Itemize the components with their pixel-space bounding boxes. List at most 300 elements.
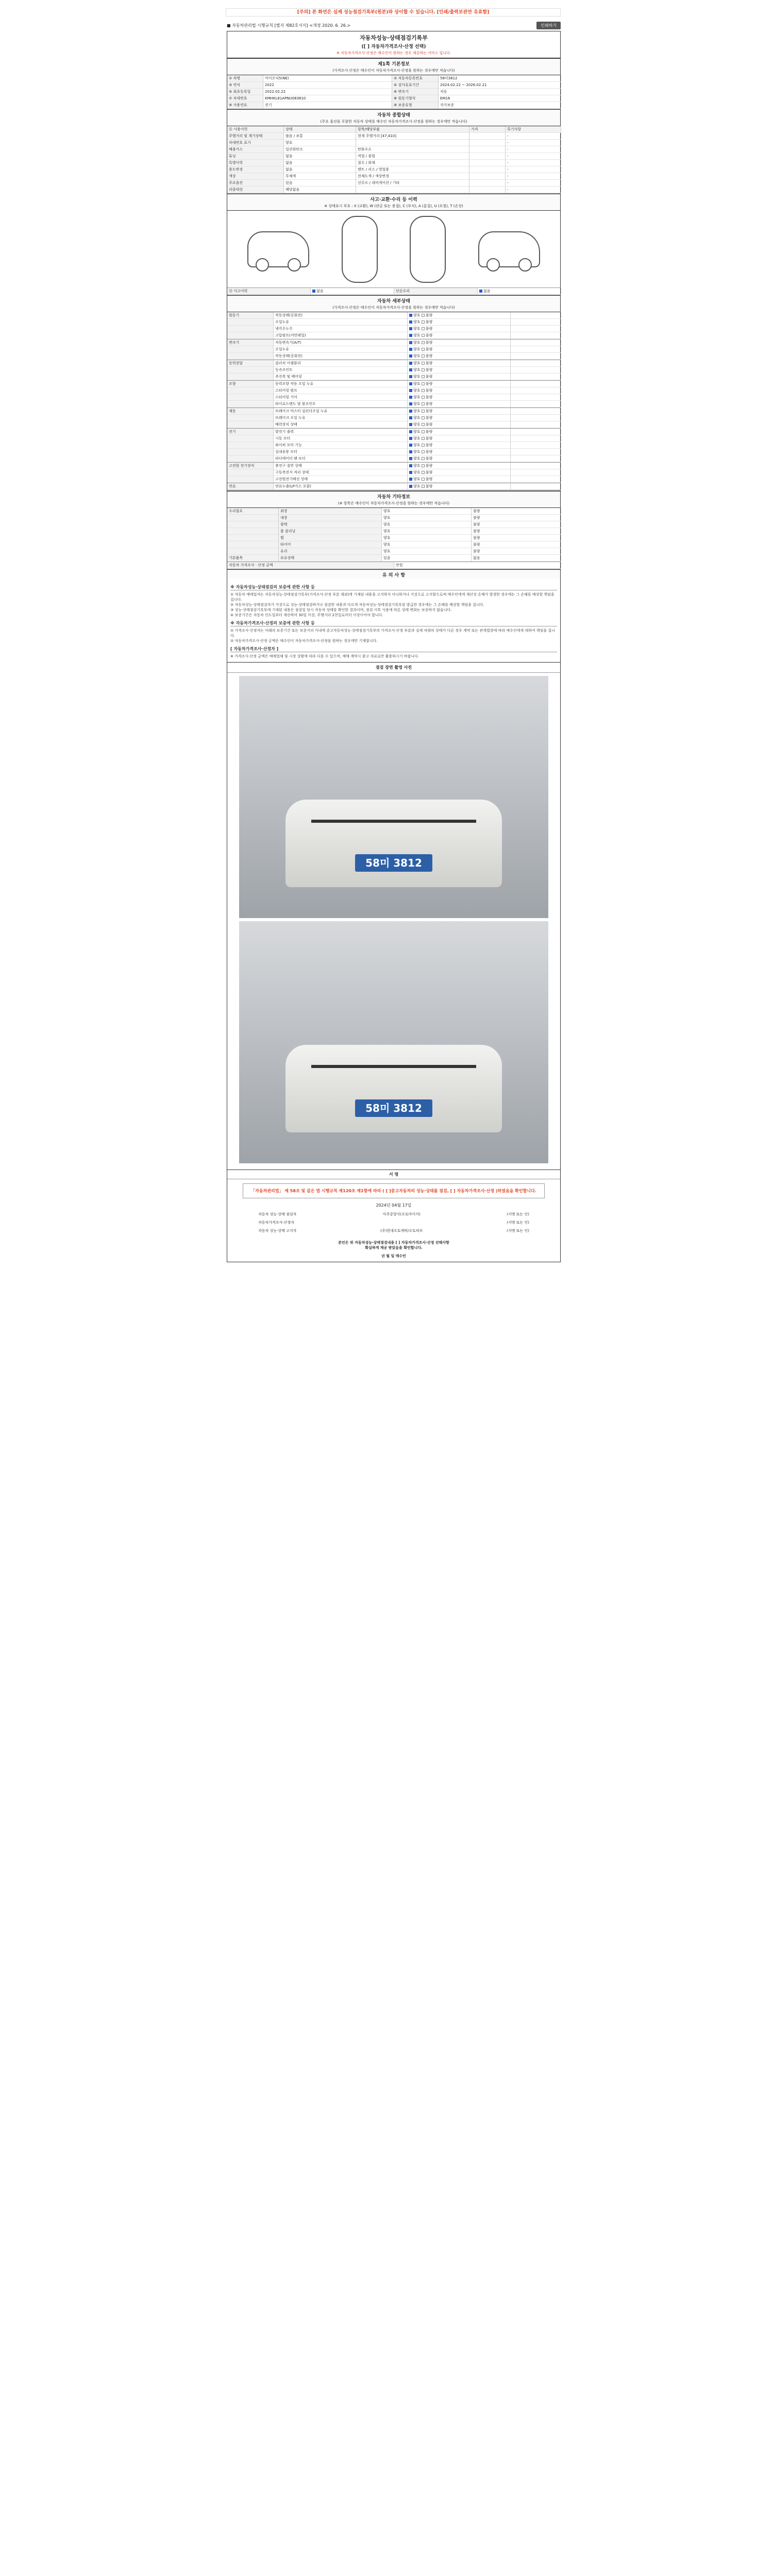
photo-section-title: 점검 장면 촬영 사진 xyxy=(227,662,560,673)
checkbox-icon xyxy=(409,389,412,392)
basic-info-value: 2022.02.22 xyxy=(263,89,392,95)
misc-cell xyxy=(227,515,279,521)
checkbox-icon xyxy=(409,382,412,385)
print-button[interactable]: 인쇄하기 xyxy=(536,22,561,29)
checkbox-icon xyxy=(409,471,412,474)
detail-item-status: 양호 불량 xyxy=(408,387,511,394)
detail-group-name xyxy=(227,367,274,374)
car-left-view xyxy=(247,231,309,267)
checkbox-icon xyxy=(409,402,412,405)
basic-info-label: ⑥ 변속기 xyxy=(392,89,439,95)
price-total xyxy=(227,562,560,569)
detail-item-note xyxy=(511,455,561,462)
checkbox-icon xyxy=(422,410,425,413)
notice-heading-warranty: ※ 자동차성능·상태점검의 보증에 관한 사항 등 xyxy=(230,585,557,590)
basic-info-label: ⑤ 최초등록일 xyxy=(227,89,263,95)
misc-cell: 양호 xyxy=(382,541,472,548)
detail-item-note xyxy=(511,476,561,483)
basic-info-label: ⑧ 원동기형식 xyxy=(392,95,439,102)
accident-summary xyxy=(227,288,560,295)
misc-cell: 양호 xyxy=(382,508,472,515)
misc-cell: 광택 xyxy=(279,521,382,528)
checkbox-icon xyxy=(409,457,412,460)
misc-cell: 룸 클리닝 xyxy=(279,528,382,535)
status-table xyxy=(227,126,560,194)
detail-item-status: 양호 불량 xyxy=(408,476,511,483)
detail-item-note xyxy=(511,449,561,455)
status-cell: 전체도색 / 색상변경 xyxy=(356,173,469,180)
car-body xyxy=(285,1045,502,1132)
detail-group-name xyxy=(227,401,274,408)
detail-item-label: 냉각수누수 xyxy=(274,326,408,332)
form-header xyxy=(227,20,561,31)
car-diagram xyxy=(227,211,560,288)
detail-item-note xyxy=(511,387,561,394)
notice-paragraph: ③ 성능·상태점검기록부에 기재된 내용은 점검일 당시 자동차 상태를 확인한 결과이며, 점검 이후 사용에 따른 상태 변화는 보증하지 않습니다. xyxy=(230,608,452,612)
misc-cell: 타이어 xyxy=(279,541,382,548)
detail-item-label: 브레이크 오일 누유 xyxy=(274,415,408,421)
checkbox-icon xyxy=(409,464,412,467)
detail-group-name xyxy=(227,415,274,421)
misc-title: 자동차 기타정보 xyxy=(227,491,560,500)
checkbox-icon xyxy=(409,396,412,399)
detail-title: 자동차 세부상태 xyxy=(227,295,560,304)
checkbox-icon xyxy=(409,314,412,317)
detail-item-note xyxy=(511,483,561,490)
checkbox-icon xyxy=(422,334,425,337)
car-body xyxy=(285,800,502,887)
detail-item-status: 양호 불량 xyxy=(408,353,511,360)
basic-info-label: ④ 검사유효기간 xyxy=(392,82,439,89)
checkbox-icon xyxy=(312,290,315,293)
detail-item-label: 배력장치 상태 xyxy=(274,421,408,428)
detail-item-note xyxy=(511,360,561,367)
detail-item-label: 시동 모터 xyxy=(274,435,408,442)
signature-field: 자동차가격조사·산정자 xyxy=(258,1221,294,1225)
detail-item-status: 양호 불량 xyxy=(408,442,511,449)
detail-group xyxy=(227,463,560,483)
checkbox-icon xyxy=(422,327,425,330)
detail-item-label: 작동상태(공회전) xyxy=(274,312,408,319)
notice-paragraph: ④ 보증기간은 자동차 인도일부터 계산하여 30일 이상, 주행거리 2천킬로미터 이상이어야 합니다. xyxy=(230,613,383,617)
detail-item-note xyxy=(511,394,561,401)
detail-group-name xyxy=(227,449,274,455)
detail-item-note xyxy=(511,463,561,469)
status-cell xyxy=(469,187,506,193)
detail-group xyxy=(227,381,560,408)
detail-item-note xyxy=(511,346,561,353)
basic-info-value: EM16 xyxy=(439,95,561,102)
status-cell xyxy=(469,166,506,173)
detail-item-note xyxy=(511,381,561,387)
detail-group-name xyxy=(227,476,274,483)
detail-item-label: 충전구 절연 상태 xyxy=(274,463,408,469)
checkbox-icon xyxy=(422,320,425,324)
misc-cell xyxy=(227,548,279,555)
status-header-cell: 항목/해당부품 xyxy=(356,126,469,133)
checkbox-icon xyxy=(409,334,412,337)
detail-group-name: 연료 xyxy=(227,483,274,490)
detail-item-status: 양호 불량 xyxy=(408,346,511,353)
signature-statement: 「자동차관리법」 제 58조 및 같은 법 시행규칙 제120조 제1항에 따라 ( [ ]중고자동차의 성능·상태를 점검, [ ] 자동차가격조사·산정 )하였음을 확인합니다. xyxy=(243,1183,545,1198)
misc-cell: 양호 xyxy=(382,521,472,528)
notice-paragraph: ※ 가격조사·산정 금액은 매매업체 및 시장 상황에 따라 다를 수 있으며, 매매 계약시 참고 자료로만 활용하시기 바랍니다. xyxy=(230,654,419,658)
detail-item-status: 양호 불량 xyxy=(408,408,511,415)
detail-item-note xyxy=(511,408,561,415)
checkbox-icon xyxy=(409,368,412,371)
basic-info-label: ③ 연식 xyxy=(227,82,263,89)
misc-cell: 유리 xyxy=(279,548,382,555)
basic-info-value: 2022 xyxy=(263,82,392,89)
checkbox-icon xyxy=(409,444,412,447)
misc-cell xyxy=(227,521,279,528)
checkbox-icon xyxy=(409,437,412,440)
detail-item-status: 양호 불량 xyxy=(408,449,511,455)
status-cell xyxy=(469,140,506,146)
notice-heading-price: ※ 자동차가격조사·산정의 보증에 관한 사항 등 xyxy=(230,621,557,626)
accident-history-label: ⑫ 사고이력 xyxy=(227,288,311,295)
status-cell: 무채색 xyxy=(284,173,356,180)
front-license-plate: 58미 3812 xyxy=(355,854,432,872)
misc-cell: 불량 xyxy=(472,515,561,521)
status-cell: 특별이력 xyxy=(227,160,284,166)
misc-cell: 양호 xyxy=(382,535,472,541)
detail-item-label: 고전원전기배선 상태 xyxy=(274,476,408,483)
price-total-label: 자동차 가격조사 · 산정 금액 xyxy=(227,562,394,569)
checkbox-icon xyxy=(409,320,412,324)
status-cell xyxy=(356,140,469,146)
checkbox-icon xyxy=(422,485,425,488)
detail-item-label: 자동변속기(A/T) xyxy=(274,340,408,346)
misc-cell: 휠 xyxy=(279,535,382,541)
detail-item-status: 양호 불량 xyxy=(408,421,511,428)
checkbox-icon xyxy=(422,416,425,419)
misc-cell xyxy=(227,528,279,535)
status-cell: - xyxy=(506,146,561,153)
misc-table xyxy=(227,508,560,562)
status-cell: - xyxy=(506,140,561,146)
status-cell: 주요옵션 xyxy=(227,180,284,187)
misc-cell: 양호 xyxy=(382,515,472,521)
checkbox-icon xyxy=(409,430,412,433)
misc-cell: 양호 xyxy=(382,528,472,535)
misc-cell: 불량 xyxy=(472,508,561,515)
signature-field: 자동차 성능·상태 점검자 xyxy=(258,1212,297,1216)
basic-info-label: ② 자동차등록번호 xyxy=(392,75,439,82)
car-lamp-bar xyxy=(311,1065,476,1068)
checkbox-icon xyxy=(409,423,412,426)
detail-item-status: 양호 불량 xyxy=(408,367,511,374)
misc-cell: 보유상태 xyxy=(279,555,382,562)
detail-item-note xyxy=(511,353,561,360)
basic-info-value: 58미3812 xyxy=(439,75,561,82)
detail-item-label: 작동상태(공회전) xyxy=(274,353,408,360)
status-cell xyxy=(469,133,506,140)
front-photo xyxy=(239,676,548,918)
notice-paragraph: ① 자동차 매매업자는 자동차성능·상태점검기록부(가격조사·산정 부분 제외)에 기재된 내용을 고지하지 아니하거나 거짓으로 고지함으로써 매수인에게 재산상 손해가 발생한 경우에는 그 손해를 배상할 책임을 집니다. xyxy=(230,592,554,602)
signature-rows xyxy=(227,1210,560,1235)
simple-repair-value: 없음 xyxy=(478,288,561,295)
form-title-block xyxy=(227,31,560,58)
form-note: ※ 자동차가격조사·산정은 매수인이 원하는 경우 제공하는 서비스 입니다. xyxy=(337,51,451,55)
checkbox-icon xyxy=(422,437,425,440)
detail-item-label: 와이퍼 모터 기능 xyxy=(274,442,408,449)
misc-cell: 외장 xyxy=(279,508,382,515)
basic-info-value: 아이오닉5(NE) xyxy=(263,75,392,82)
notice-paragraph: ② 자동차성능·상태점검자가 거짓으로 성능·상태점검하거나 점검한 내용과 다르게 자동차성능·상태점검기록부를 발급한 경우에는 그 손해를 배상할 책임을 집니다. xyxy=(230,603,484,607)
notice-paragraph: ② 자동차가격조사·산정 금액은 매수인이 자동차가격조사·산정을 원하는 경우에만 기재합니다. xyxy=(230,639,378,643)
car-right-view xyxy=(478,231,540,267)
detail-item-label: 스티어링 펌프 xyxy=(274,387,408,394)
status-cell xyxy=(469,146,506,153)
misc-cell: 없음 xyxy=(472,555,561,562)
signature-section xyxy=(227,1166,560,1262)
detail-group xyxy=(227,312,560,340)
car-bottom-view xyxy=(410,216,446,283)
misc-cell: 불량 xyxy=(472,521,561,528)
checkbox-icon xyxy=(422,314,425,317)
form-reference: ■ 자동차관리법 시행규칙 [별지 제82호서식] <개정 2020. 6. 26.> xyxy=(227,23,351,28)
status-cell xyxy=(469,153,506,160)
signature-field: (주)현대오토에버/오토허브 xyxy=(380,1229,423,1233)
detail-group-name xyxy=(227,374,274,380)
status-cell: 색상 xyxy=(227,173,284,180)
detail-group-name xyxy=(227,353,274,360)
status-cell: 현재 주행거리 [47,410] xyxy=(356,133,469,140)
notice-heading-appraiser: [ 자동차가격조사·산정자 ] xyxy=(230,647,557,652)
checkbox-icon xyxy=(409,478,412,481)
misc-cell: 내장 xyxy=(279,515,382,521)
detail-group-name xyxy=(227,435,274,442)
detail-item-status: 양호 불량 xyxy=(408,435,511,442)
status-cell: 렌트 / 리스 / 영업용 xyxy=(356,166,469,173)
warning-banner: [주의] 본 화면은 실제 성능점검기록부(원본)와 상이할 수 있습니다. [인쇄/출력보관만 유효함] xyxy=(226,8,561,16)
signature-row xyxy=(227,1227,560,1235)
price-total-value: 만원 xyxy=(394,562,561,569)
checkbox-icon xyxy=(422,389,425,392)
status-cell: 탄화수소 xyxy=(356,146,469,153)
accident-history-value: 없음 xyxy=(311,288,394,295)
detail-item-status: 양호 불량 xyxy=(408,374,511,380)
car-top-view xyxy=(342,216,378,283)
signature-field: 자동차 성능·상태 고지자 xyxy=(258,1229,297,1233)
signature-field: (서명 또는 인) xyxy=(507,1221,529,1225)
detail-group xyxy=(227,483,560,490)
detail-item-status: 양호 불량 xyxy=(408,319,511,326)
detail-item-label: 추진축 및 베어링 xyxy=(274,374,408,380)
detail-group xyxy=(227,340,560,360)
status-title: 자동차 종합상태 xyxy=(227,109,560,118)
detail-item-label: 연료누출(LP가스 포함) xyxy=(274,483,408,490)
status-cell: 차대번호 표기 xyxy=(227,140,284,146)
car-lamp-bar xyxy=(311,820,476,823)
status-cell: - xyxy=(506,173,561,180)
detail-item-status: 양호 불량 xyxy=(408,326,511,332)
status-cell: 있음 xyxy=(284,180,356,187)
detail-item-status: 양호 불량 xyxy=(408,360,511,367)
basic-info-subtitle: (가격조사·산정은 매수인이 자동차가격조사·산정을 원하는 경우에만 적습니다) xyxy=(227,67,560,75)
detail-group-name: 고전원 전기장치 xyxy=(227,463,274,469)
detail-item-status: 양호 불량 xyxy=(408,455,511,462)
status-cell xyxy=(356,187,469,193)
checkbox-icon xyxy=(422,348,425,351)
notice-title: 유 의 사 항 xyxy=(227,569,560,579)
status-header-cell: ⑪ 사용이력 xyxy=(227,126,284,133)
detail-group-name: 조향 xyxy=(227,381,274,387)
status-cell: 침수 / 화재 xyxy=(356,160,469,166)
checkbox-icon xyxy=(422,471,425,474)
checkbox-icon xyxy=(409,354,412,358)
detail-item-status: 양호 불량 xyxy=(408,415,511,421)
detail-table xyxy=(227,312,560,491)
notice-body xyxy=(227,579,560,662)
detail-group-name xyxy=(227,346,274,353)
basic-info-label: ⑨ 사용연료 xyxy=(227,102,263,109)
detail-group-name xyxy=(227,326,274,332)
misc-cell xyxy=(227,535,279,541)
checkbox-icon xyxy=(479,290,482,293)
detail-item-note xyxy=(511,435,561,442)
detail-item-note xyxy=(511,319,561,326)
checkbox-icon xyxy=(409,341,412,344)
detail-item-note xyxy=(511,367,561,374)
detail-subtitle: (가격조사·산정은 매수인이 자동차가격조사·산정을 원하는 경우에만 적습니다) xyxy=(227,304,560,312)
detail-group-name xyxy=(227,394,274,401)
status-header-cell: 상태 xyxy=(284,126,356,133)
status-cell: - xyxy=(506,153,561,160)
signature-title: 서 명 xyxy=(227,1170,560,1179)
checkbox-icon xyxy=(409,362,412,365)
status-cell: - xyxy=(506,166,561,173)
simple-repair-label: 단순수리 xyxy=(394,288,478,295)
detail-item-status: 양호 불량 xyxy=(408,469,511,476)
checkbox-icon xyxy=(422,430,425,433)
detail-group-name xyxy=(227,442,274,449)
detail-group-name xyxy=(227,421,274,428)
checkbox-icon xyxy=(422,382,425,385)
detail-item-label: 타이로드엔드 및 볼조인트 xyxy=(274,401,408,408)
misc-cell xyxy=(227,541,279,548)
status-cell: 배출가스 xyxy=(227,146,284,153)
detail-group xyxy=(227,360,560,381)
status-cell: 용도변경 xyxy=(227,166,284,173)
detail-item-label: 스티어링 기어 xyxy=(274,394,408,401)
status-cell xyxy=(469,180,506,187)
checkbox-icon xyxy=(422,457,425,460)
detail-item-note xyxy=(511,374,561,380)
status-cell: 리콜대상 xyxy=(227,187,284,193)
misc-subtitle: (※ 항목은 매수인이 자동차가격조사·산정을 원하는 경우에만 적습니다) xyxy=(227,500,560,508)
basic-info-label: ⑩ 보증유형 xyxy=(392,102,439,109)
signature-field: (서명 또는 인) xyxy=(507,1229,529,1233)
basic-info-label: ① 차명 xyxy=(227,75,263,82)
detail-item-status: 양호 불량 xyxy=(408,332,511,339)
signature-field: (서명 또는 인) xyxy=(507,1212,529,1216)
detail-item-label: 클러치 어셈블리 xyxy=(274,360,408,367)
detail-group-name: 원동기 xyxy=(227,312,274,319)
misc-cell: 기본품목 xyxy=(227,555,279,562)
checkbox-icon xyxy=(409,410,412,413)
detail-item-label: 실내송풍 모터 xyxy=(274,449,408,455)
checkbox-icon xyxy=(409,450,412,453)
checkbox-icon xyxy=(409,375,412,378)
checkbox-icon xyxy=(409,416,412,419)
checkbox-icon xyxy=(422,423,425,426)
detail-item-label: 등속조인트 xyxy=(274,367,408,374)
form-subtitle: ([ ] 자동차가격조사·산정 선택) xyxy=(361,44,426,49)
detail-group-name: 제동 xyxy=(227,408,274,415)
notice-paragraph: ① 가격조사·산정자는 아래의 보증기간 또는 보증거리 이내에 중고자동차성능·상태점검기록부의 가격조사·산정 부분과 실제 차량의 상태가 다른 경우 계약 또는 관계법령에 따라 매수인에게 대하여 책임을 집니다. xyxy=(230,629,555,638)
misc-cell: 불량 xyxy=(472,548,561,555)
misc-cell: 불량 xyxy=(472,535,561,541)
checkbox-icon xyxy=(422,478,425,481)
basic-info-value: 자가보증 xyxy=(439,102,561,109)
detail-group-name xyxy=(227,332,274,339)
detail-item-label: 동력조향 작동 오일 누유 xyxy=(274,381,408,387)
signature-field: 아주중앙사(오토마이카) xyxy=(382,1212,421,1216)
detail-group-name xyxy=(227,455,274,462)
checkbox-icon xyxy=(422,444,425,447)
detail-item-status: 양호 불량 xyxy=(408,429,511,435)
basic-info-table xyxy=(227,75,560,109)
detail-item-note xyxy=(511,469,561,476)
checkbox-icon xyxy=(409,327,412,330)
basic-info-label: ⑦ 차대번호 xyxy=(227,95,263,102)
accident-note: ※ 상태표시 부호 : X (교환), W (판금 또는 용접), C (부식), A (흠집), U (요철), T (손상) xyxy=(227,203,560,211)
basic-info-value: 전기 xyxy=(263,102,392,109)
checkbox-icon xyxy=(409,485,412,488)
status-cell: 많음 / 보통 xyxy=(284,133,356,140)
checkbox-icon xyxy=(422,354,425,358)
basic-info-value: 2024.02.22 ~ 2026.02.21 xyxy=(439,82,561,89)
detail-group-name xyxy=(227,319,274,326)
detail-item-status: 양호 불량 xyxy=(408,381,511,387)
detail-item-note xyxy=(511,415,561,421)
status-cell: 없음 xyxy=(284,153,356,160)
inspection-document xyxy=(227,20,561,2576)
status-cell: - xyxy=(506,180,561,187)
status-cell: 튜닝 xyxy=(227,153,284,160)
rear-photo xyxy=(239,921,548,1163)
status-header-cell: 가격 xyxy=(469,126,506,133)
status-cell: 없음 xyxy=(284,166,356,173)
detail-group xyxy=(227,408,560,429)
status-cell: 적법 / 불법 xyxy=(356,153,469,160)
misc-cell: 불량 xyxy=(472,528,561,535)
checkbox-icon xyxy=(422,341,425,344)
form-title: 자동차성능·상태점검기록부 xyxy=(360,35,428,41)
checkbox-icon xyxy=(422,402,425,405)
checkbox-icon xyxy=(409,348,412,351)
detail-item-status: 양호 불량 xyxy=(408,483,511,490)
detail-item-status: 양호 불량 xyxy=(408,401,511,408)
checkbox-icon xyxy=(422,450,425,453)
status-cell: - xyxy=(506,133,561,140)
detail-item-label: 라디에이터 팬 모터 xyxy=(274,455,408,462)
basic-info-value: 자동 xyxy=(439,89,561,95)
checkbox-icon xyxy=(422,368,425,371)
status-cell: - xyxy=(506,160,561,166)
misc-cell: 있음 xyxy=(382,555,472,562)
form-frame xyxy=(227,31,561,1262)
signature-row xyxy=(227,1218,560,1227)
detail-item-label: 고압펌프(커먼레일) xyxy=(274,332,408,339)
detail-group-name: 전기 xyxy=(227,429,274,435)
detail-item-status: 양호 불량 xyxy=(408,340,511,346)
checkbox-icon xyxy=(422,362,425,365)
misc-cell: 수리필요 xyxy=(227,508,279,515)
detail-item-note xyxy=(511,332,561,339)
